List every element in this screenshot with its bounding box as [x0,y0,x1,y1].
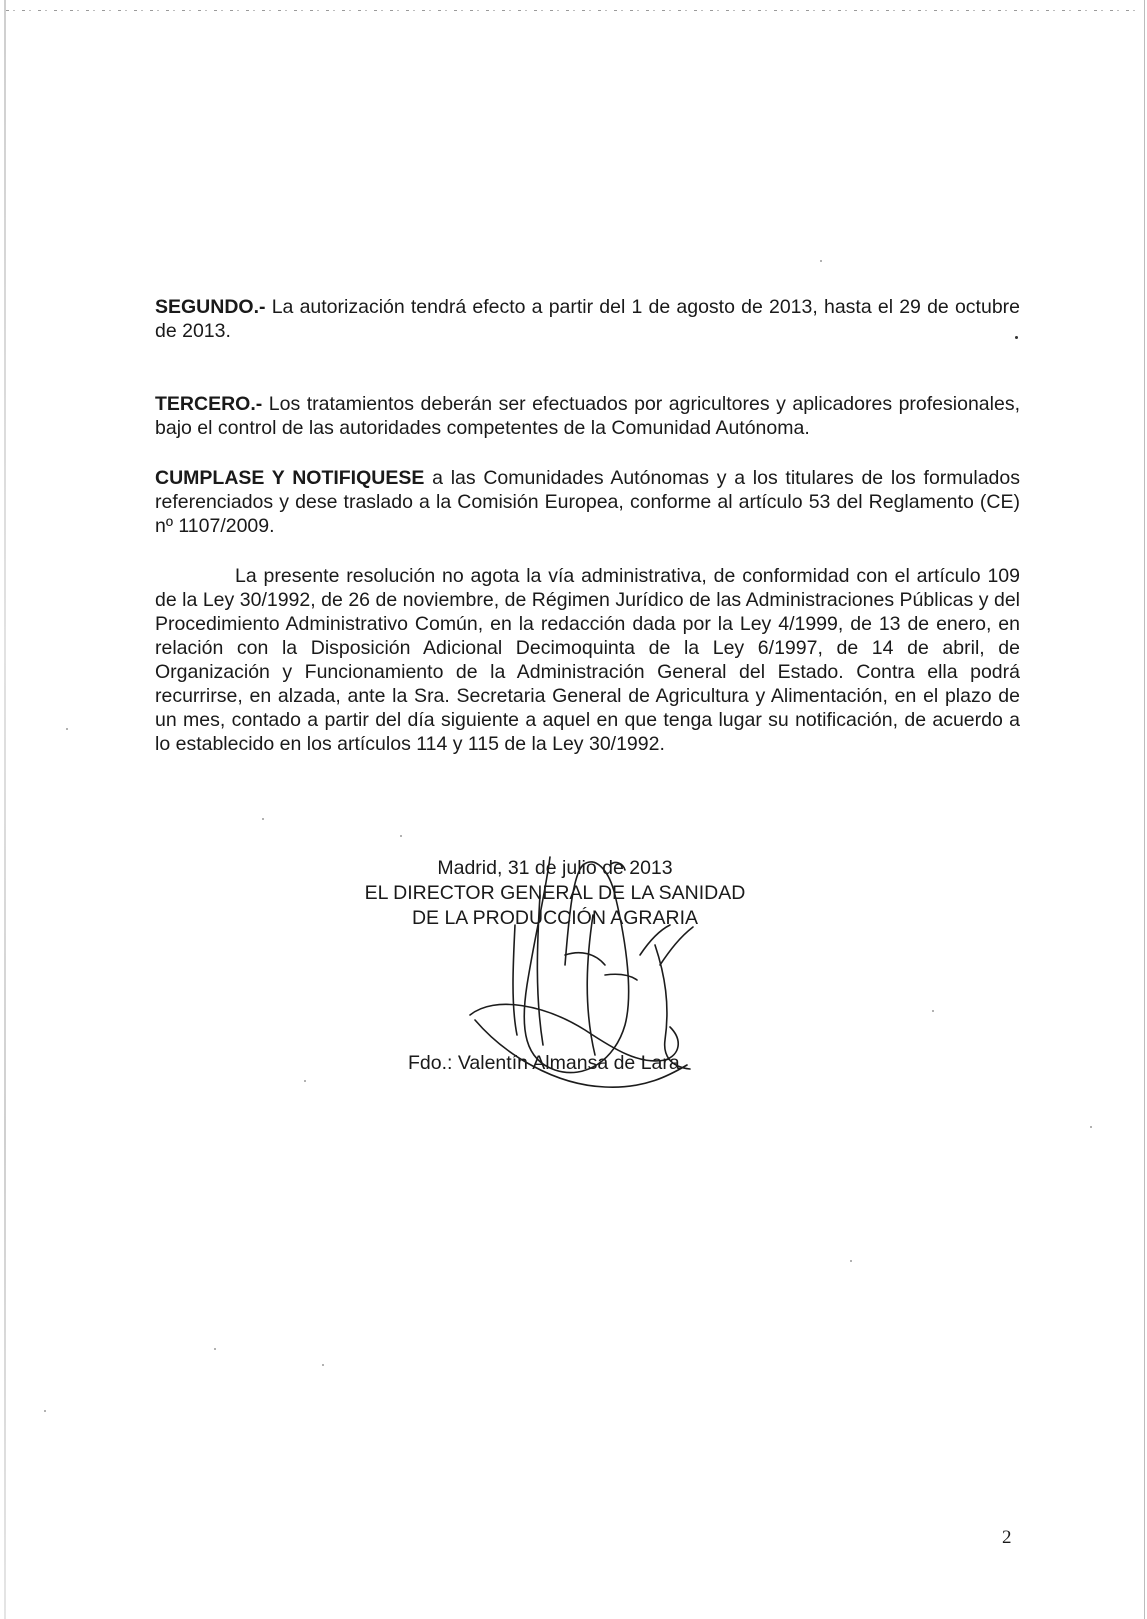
paragraph-segundo-label: SEGUNDO.- [155,296,266,318]
paragraph-cumplase-label: CUMPLASE Y NOTIFIQUESE [155,467,425,489]
scan-speck [932,1010,934,1012]
signer-title-line1: EL DIRECTOR GENERAL DE LA SANIDAD [364,882,746,904]
scan-top-edge [6,10,1137,11]
scan-speck [1090,1126,1092,1128]
scan-speck [44,1410,46,1412]
scan-speck [262,818,264,820]
scan-speck [820,260,822,262]
scan-speck [214,1348,216,1350]
paragraph-resolucion [155,564,1020,756]
signer-title-line2: DE LA PRODUCCIÓN AGRARIA [411,907,699,929]
paragraph-segundo [155,295,1020,343]
scan-speck [66,728,68,730]
paragraph-segundo-text: La autorización tendrá efecto a partir del 1 de agosto de 2013, hasta el 29 de octubre de 2013. [155,296,1020,342]
paragraph-tercero-label: TERCERO.- [155,393,263,415]
place-date: Madrid, 31 de julio de 2013 [437,857,673,879]
paragraph-cumplase-text: a las Comunidades Autónomas y a los titulares de los formulados referenciados y dese traslado a la Comisión Europea, conforme al artículo 53 del Reglamento (CE) nº 1107/2009. [155,467,1020,537]
page-number: 2 [1002,1527,1012,1548]
scan-left-edge [4,0,6,1619]
stray-mark [1015,336,1018,339]
signed-by: Fdo.: Valentín Almansa de Lara [408,1052,680,1074]
paragraph-tercero [155,392,1020,440]
scan-speck [304,1080,306,1082]
scan-speck [322,1364,324,1366]
scan-speck [400,835,402,837]
signature-block [340,856,770,931]
paragraph-tercero-text: Los tratamientos deberán ser efectuados por agricultores y aplicadores profesionales, bajo el control de las autoridades competentes de la Comunidad Autónoma. [155,393,1020,439]
scan-right-edge [1144,0,1145,1619]
scan-speck [850,1260,852,1262]
paragraph-resolucion-text: La presente resolución no agota la vía administrativa, de conformidad con el artículo 109 de la Ley 30/1992, de 26 de noviembre, de Régimen Jurídico de las Administraciones Públicas y del Procedimiento Administrativo Común, en la redacción dada por la Ley 4/1999, de 13 de enero, en relación con la Disposición Adicional Decimoquinta de la Ley 6/1997, de 14 de abril, de Organización y Funcionamiento de la Administración General del Estado. Contra ella podrá recurrirse, en alzada, ante la Sra. Secretaria General de Agricultura y Alimentación, en el plazo de un mes, contado a partir del día siguiente a aquel en que tenga lugar su notificación, de acuerdo a lo establecido en los artículos 114 y 115 de la Ley 30/1992. [155,565,1020,755]
paragraph-cumplase [155,466,1020,538]
